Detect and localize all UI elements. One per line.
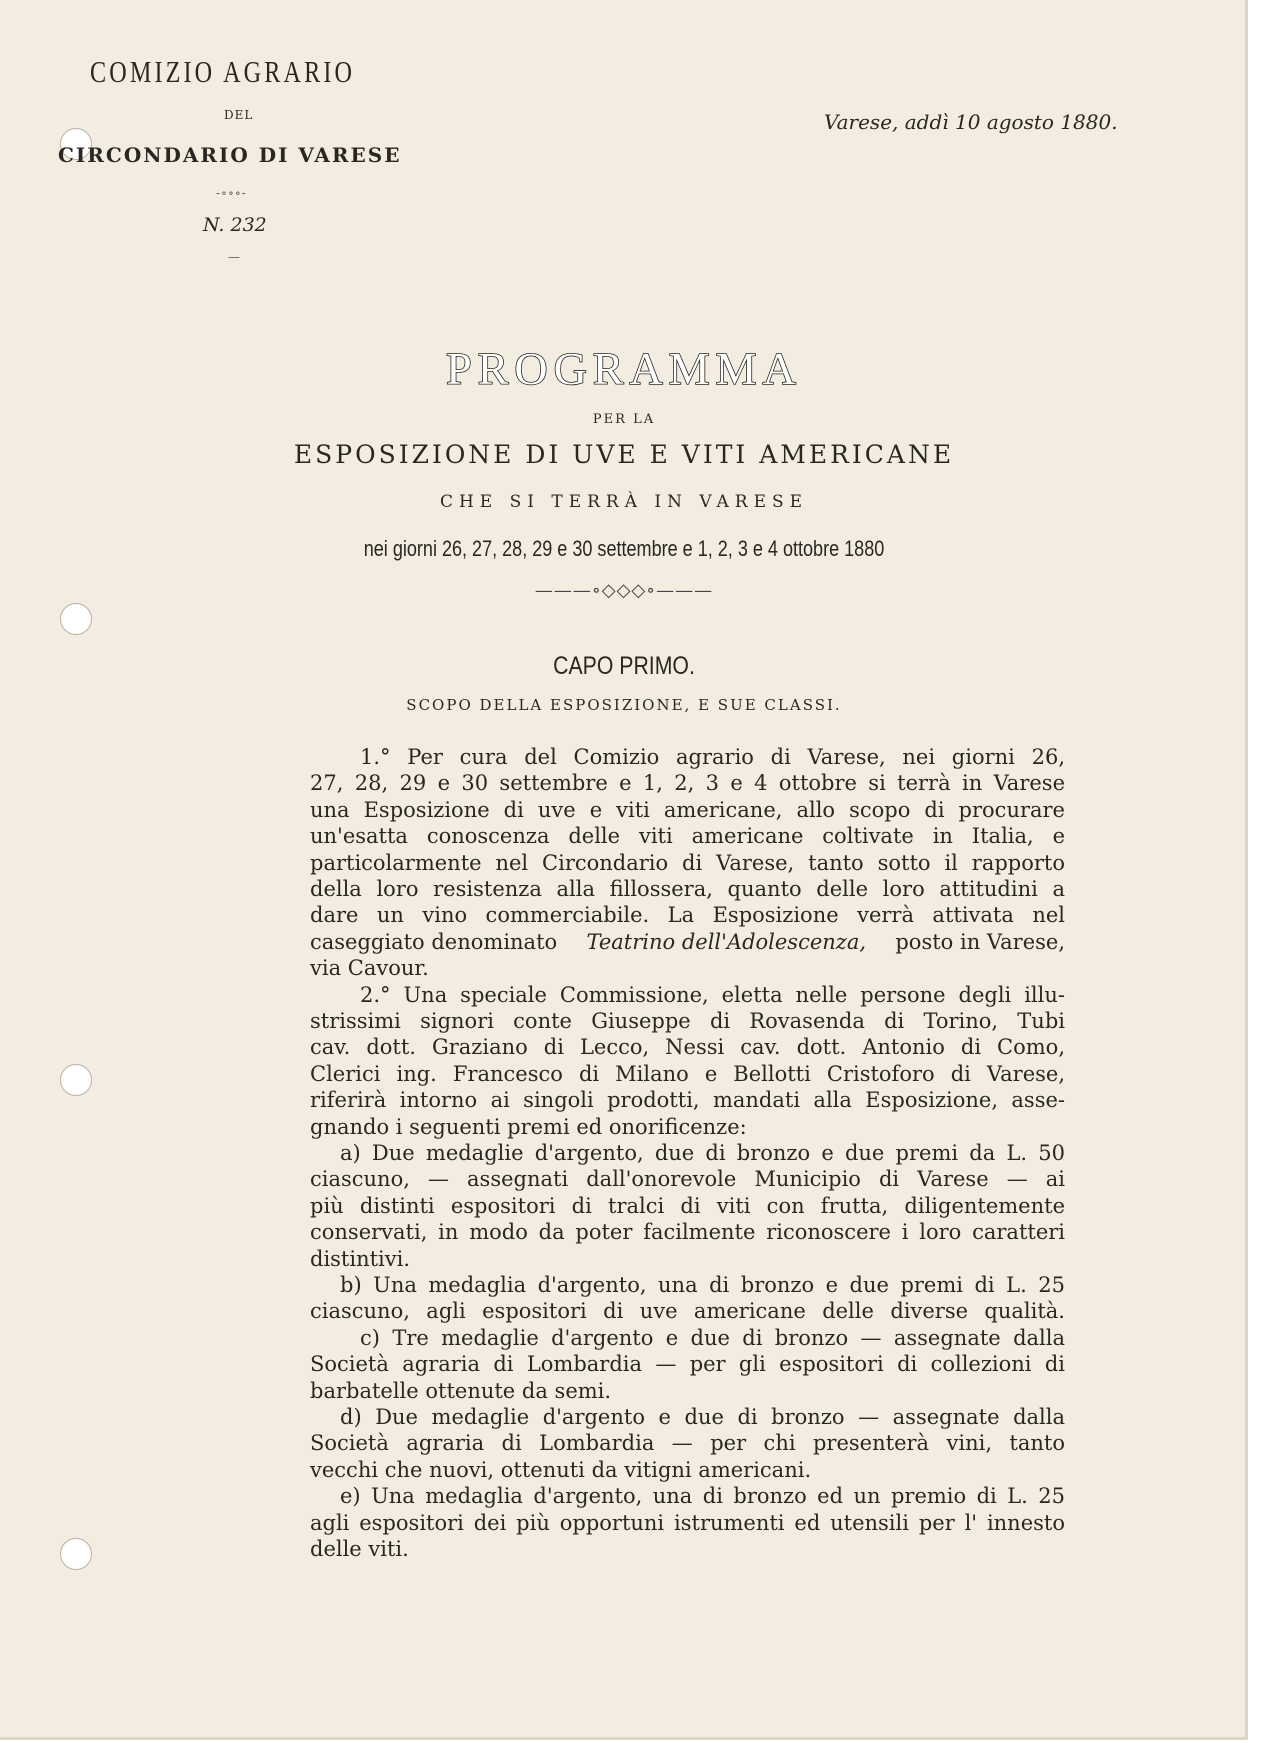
text-line: ciascuno, agli espositori di uve americane delle diverse qualità. xyxy=(310,1299,1065,1323)
text-line: ciascuno, — assegnati dall'onorevole Municipio di Varese — ai xyxy=(310,1167,1065,1191)
text-line: vecchi che nuovi, ottenuti da vitigni americani. xyxy=(310,1458,812,1482)
text-fragment: caseggiato denominato xyxy=(310,930,558,954)
punch-hole xyxy=(60,1064,92,1096)
text-line: a) Due medaglie d'argento, due di bronzo e due premi da L. 50 xyxy=(340,1141,1065,1165)
text-line: agli espositori dei più opportuni istrumenti ed utensili per l' innesto xyxy=(310,1511,1065,1535)
text-fragment: posto in Varese, xyxy=(895,930,1065,954)
text-line: un'esatta conoscenza delle viti americane coltivate in Italia, e xyxy=(310,824,1065,848)
header-dash: — xyxy=(228,250,240,264)
text-line: via Cavour. xyxy=(310,956,429,980)
text-line: Società agraria di Lombardia — per chi presenterà vini, tanto xyxy=(310,1431,1065,1455)
text-line: Clerici ing. Francesco di Milano e Bellotti Cristoforo di Varese, xyxy=(310,1062,1065,1086)
text-line: 2.° Una speciale Commissione, eletta nelle persone degli illu- xyxy=(360,983,1065,1007)
title-location: CHE SI TERRÀ IN VARESE xyxy=(439,492,809,512)
punch-hole xyxy=(60,603,92,635)
document-date: Varese, addì 10 agosto 1880. xyxy=(824,110,1118,134)
text-line: dare un vino commerciabile. La Esposizione verrà attivata nel xyxy=(310,903,1065,927)
text-line: 27, 28, 29 e 30 settembre e 1, 2, 3 e 4 ottobre si terrà in Varese xyxy=(310,771,1065,795)
title-ornament: ———∘◇◇◇∘——— xyxy=(534,580,714,601)
text-line: della loro resistenza alla fillossera, quanto delle loro attitudini a xyxy=(310,877,1065,901)
chapter-heading: CAPO PRIMO. xyxy=(553,652,695,680)
text-line: più distinti espositori di tralci di viti con frutta, diligentemente xyxy=(310,1194,1065,1218)
text-line: gnando i seguenti premi ed onorificenze: xyxy=(310,1115,747,1139)
page-title: PROGRAMMA xyxy=(446,343,802,394)
text-line: riferirà intorno ai singoli prodotti, mandati alla Esposizione, asse- xyxy=(310,1088,1065,1112)
text-line: cav. dott. Graziano di Lecco, Nessi cav. dott. Antonio di Como, xyxy=(310,1035,1065,1059)
text-line: strissimi signori conte Giuseppe di Rovasenda di Torino, Tubi xyxy=(310,1009,1065,1033)
text-line: barbatelle ottenute da semi. xyxy=(310,1379,612,1403)
text-line xyxy=(310,929,1065,955)
punch-hole xyxy=(60,1538,92,1570)
text-line: 1.° Per cura del Comizio agrario di Varese, nei giorni 26, xyxy=(360,745,1065,769)
document-number: N. 232 xyxy=(203,214,267,236)
text-line: conservati, in modo da poter facilmente riconoscere i loro caratteri xyxy=(310,1220,1065,1244)
text-line: b) Una medaglia d'argento, una di bronzo e due premi di L. 25 xyxy=(340,1273,1065,1297)
org-name: COMIZIO AGRARIO xyxy=(90,54,356,89)
text-line: distintivi. xyxy=(310,1247,411,1271)
text-line: Società agraria di Lombardia — per gli espositori di collezioni di xyxy=(310,1352,1065,1376)
text-line: una Esposizione di uve e viti americane, allo scopo di procurare xyxy=(310,798,1065,822)
title-dates: nei giorni 26, 27, 28, 29 e 30 settembre e 1, 2, 3 e 4 ottobre 1880 xyxy=(363,536,885,561)
chapter-subheading: SCOPO DELLA ESPOSIZIONE, E SUE CLASSI. xyxy=(406,696,842,714)
text-line: e) Una medaglia d'argento, una di bronzo ed un premio di L. 25 xyxy=(340,1484,1065,1508)
header-ornament: -∘∘∘- xyxy=(216,186,247,200)
org-circondario: CIRCONDARIO DI VARESE xyxy=(58,143,402,167)
title-per-la: PER LA xyxy=(592,412,656,427)
title-esposizione: ESPOSIZIONE DI UVE E VITI AMERICANE xyxy=(293,440,955,469)
text-line: d) Due medaglie d'argento e due di bronzo — assegnate dalla xyxy=(340,1405,1065,1429)
text-line: particolarmente nel Circondario di Varese, tanto sotto il rapporto xyxy=(310,851,1065,875)
text-line: c) Tre medaglie d'argento e due di bronzo — assegnate dalla xyxy=(360,1326,1065,1350)
org-del: DEL xyxy=(224,108,254,122)
text-line: delle viti. xyxy=(310,1537,409,1561)
venue-name: Teatrino dell'Adolescenza, xyxy=(586,930,867,954)
